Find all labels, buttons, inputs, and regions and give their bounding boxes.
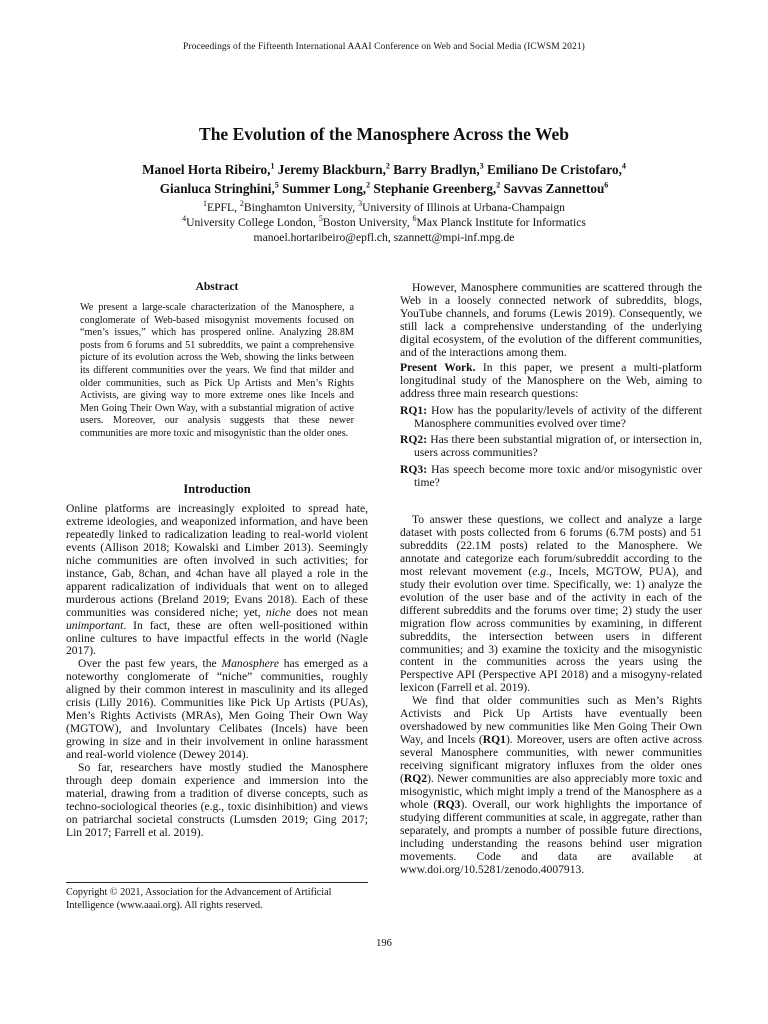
research-question: RQ1: How has the popularity/levels of activity of the different Manosphere communities evolved over time?	[400, 403, 702, 430]
author-emails: manoel.hortaribeiro@epfl.ch, szannett@mpi-inf.mpg.de	[253, 231, 515, 244]
page-number: 196	[376, 938, 392, 949]
abstract-heading: Abstract	[195, 281, 239, 293]
author-line-1	[60, 160, 708, 179]
author: Savvas Zannettou$^6$	[503, 180, 609, 196]
paragraph: However, Manosphere communities are scattered through the Web in a loosely connected network of subreddits, blogs, YouTube channels, and forums (Lewis 2019). Consequently, we still lack a comprehensive understanding of the underlying digital ecosystem, of the evolution of the different communities, and of the interactions among them.	[400, 281, 702, 359]
right-column-bottom	[400, 514, 702, 877]
research-question: RQ3: Has speech become more toxic and/or misogynistic over time?	[400, 463, 702, 490]
affiliation-line-2: $^4$University College London, $^5$Boston University, $^6$Max Planck Institute for Informatics	[182, 214, 586, 229]
present-work-paragraph: Present Work. In this paper, we present a multi-platform longitudinal study of the Manosphere on the Web, aiming to address three main research questions:	[400, 360, 702, 400]
author: Gianluca Stringhini,$^5$	[159, 180, 279, 196]
author: Summer Long,$^2$	[282, 180, 371, 196]
affiliations	[60, 200, 708, 245]
paragraph: To answer these questions, we collect and analyze a large dataset with posts collected from 6 forums (6.7M posts) and 51 subreddits (22.1M posts) related to the Manosphere. We annotate and categorize each forum/subreddit according to the most relevant movement (e.g., Incels, MGTOW, PUA), and study their evolution over time. Specifically, we: 1) analyze the evolution of the user base and of the activity in each of the different subreddits and the forums over time; 2) study the user migration flow across communities by examining, in different subreddits, the intersection between users in different communities; and 3) examine the toxicity and the misogynistic content in the communities across the years using the Perspective API (Perspective API 2018) and a misogyny-related lexicon (Farrell et al. 2019).	[400, 513, 702, 695]
research-question: RQ2: Has there been substantial migration of, or intersection in, users across communities?	[400, 433, 702, 460]
paragraph: We find that older communities such as Men’s Rights Activists and Pick Up Artists have eventually been overshadowed by new communities like Men Going Their Own Way, and Incels (RQ1). Moreover, users are often active across several Manosphere communities, with newer communities receiving significant migratory influxes from the older ones (RQ2). Newer communities are also appreciably more toxic and misogynistic, which might imply a trend of the Manosphere as a whole (RQ3). Overall, our work highlights the importance of studying different communities at scale, in aggregate, rather than separately, and prompts a number of possible future directions, including understanding the reasons behind user migration movements. Code and data are available at www.doi.org/10.5281/zenodo.4007913.	[400, 694, 702, 876]
author: Manoel Horta Ribeiro,$^1$	[142, 161, 275, 177]
author-list	[60, 160, 708, 198]
author: Jeremy Blackburn,$^2$	[277, 161, 390, 177]
author: Stephanie Greenberg,$^2$	[373, 180, 501, 196]
introduction-heading: Introduction	[183, 482, 251, 496]
paragraph: Over the past few years, the Manosphere has emerged as a noteworthy conglomerate of “niche” communities, roughly aligned by their common interest in masculinity and its alleged crisis (Lilly 2016). Communities like Pick Up Artists (PUAs), Men’s Rights Activists (MRAs), Men Going Their Own Way (MGTOW), and Involuntary Celibates (Incels) have been growing in size and in their involvement in online harassment and real-world violence (Dewey 2014).	[66, 657, 368, 762]
conference-header: Proceedings of the Fifteenth International AAAI Conference on Web and Social Media (ICWSM 2021)	[183, 42, 585, 52]
paper-title: The Evolution of the Manosphere Across the Web	[199, 124, 569, 144]
introduction-body	[66, 503, 368, 840]
abstract-text: We present a large-scale characterization of the Manosphere, a conglomerate of Web-based misogynist movements focused on “men’s issues,” which has prospered online. Analyzing 28.8M posts from 6 forums and 51 subreddits, we paint a comprehensive picture of its evolution across the Web, showing the links between its different communities over the years. We find that milder and older communities, such as Pick Up Artists and Men’s Rights Activists, are giving way to more extreme ones like Incels and Men Going Their Own Way, with a substantial migration of active users. Moreover, our analysis suggests that these newer communities are more toxic and misogynistic than the older ones.	[80, 302, 354, 439]
author-line-2	[60, 179, 708, 198]
affiliation-line-1: $^1$EPFL, $^2$Binghamton University, $^3$University of Illinois at Urbana-Champaign	[203, 199, 565, 214]
paragraph: So far, researchers have mostly studied the Manosphere through deep domain experience and immersion into the material, drawing from a tradition of diverse concepts, such as techno-sociological theories (e.g., toxic disinhibition) and views on patriarchal societal constructs (Lumsden 2019; Ging 2017; Lin 2017; Farrell et al. 2019).	[66, 761, 368, 839]
right-column-top	[400, 282, 702, 494]
author: Emiliano De Cristofaro,$^4$	[486, 161, 626, 177]
copyright-notice: Copyright © 2021, Association for the Advancement of Artificial Intelligence (www.aaai.org). All rights reserved.	[66, 882, 368, 912]
author: Barry Bradlyn,$^3$	[393, 161, 484, 177]
paragraph: Online platforms are increasingly exploited to spread hate, extreme ideologies, and weaponized information, and have been repeatedly linked to radicalization leading to real-world violent events (Allison 2018; Kowalski and Limber 2013). Seemingly niche communities are often involved in such activities; for instance, Gab, 8chan, and 4chan have all played a role in the apparent radicalization of individuals that went on to alleged murderous actions (Breland 2019; Evans 2018). Each of these communities was considered niche; yet, niche does not mean unimportant. In fact, these are often well-positioned within online cultures to have impactful effects in the world (Nagle 2017).	[66, 502, 368, 658]
